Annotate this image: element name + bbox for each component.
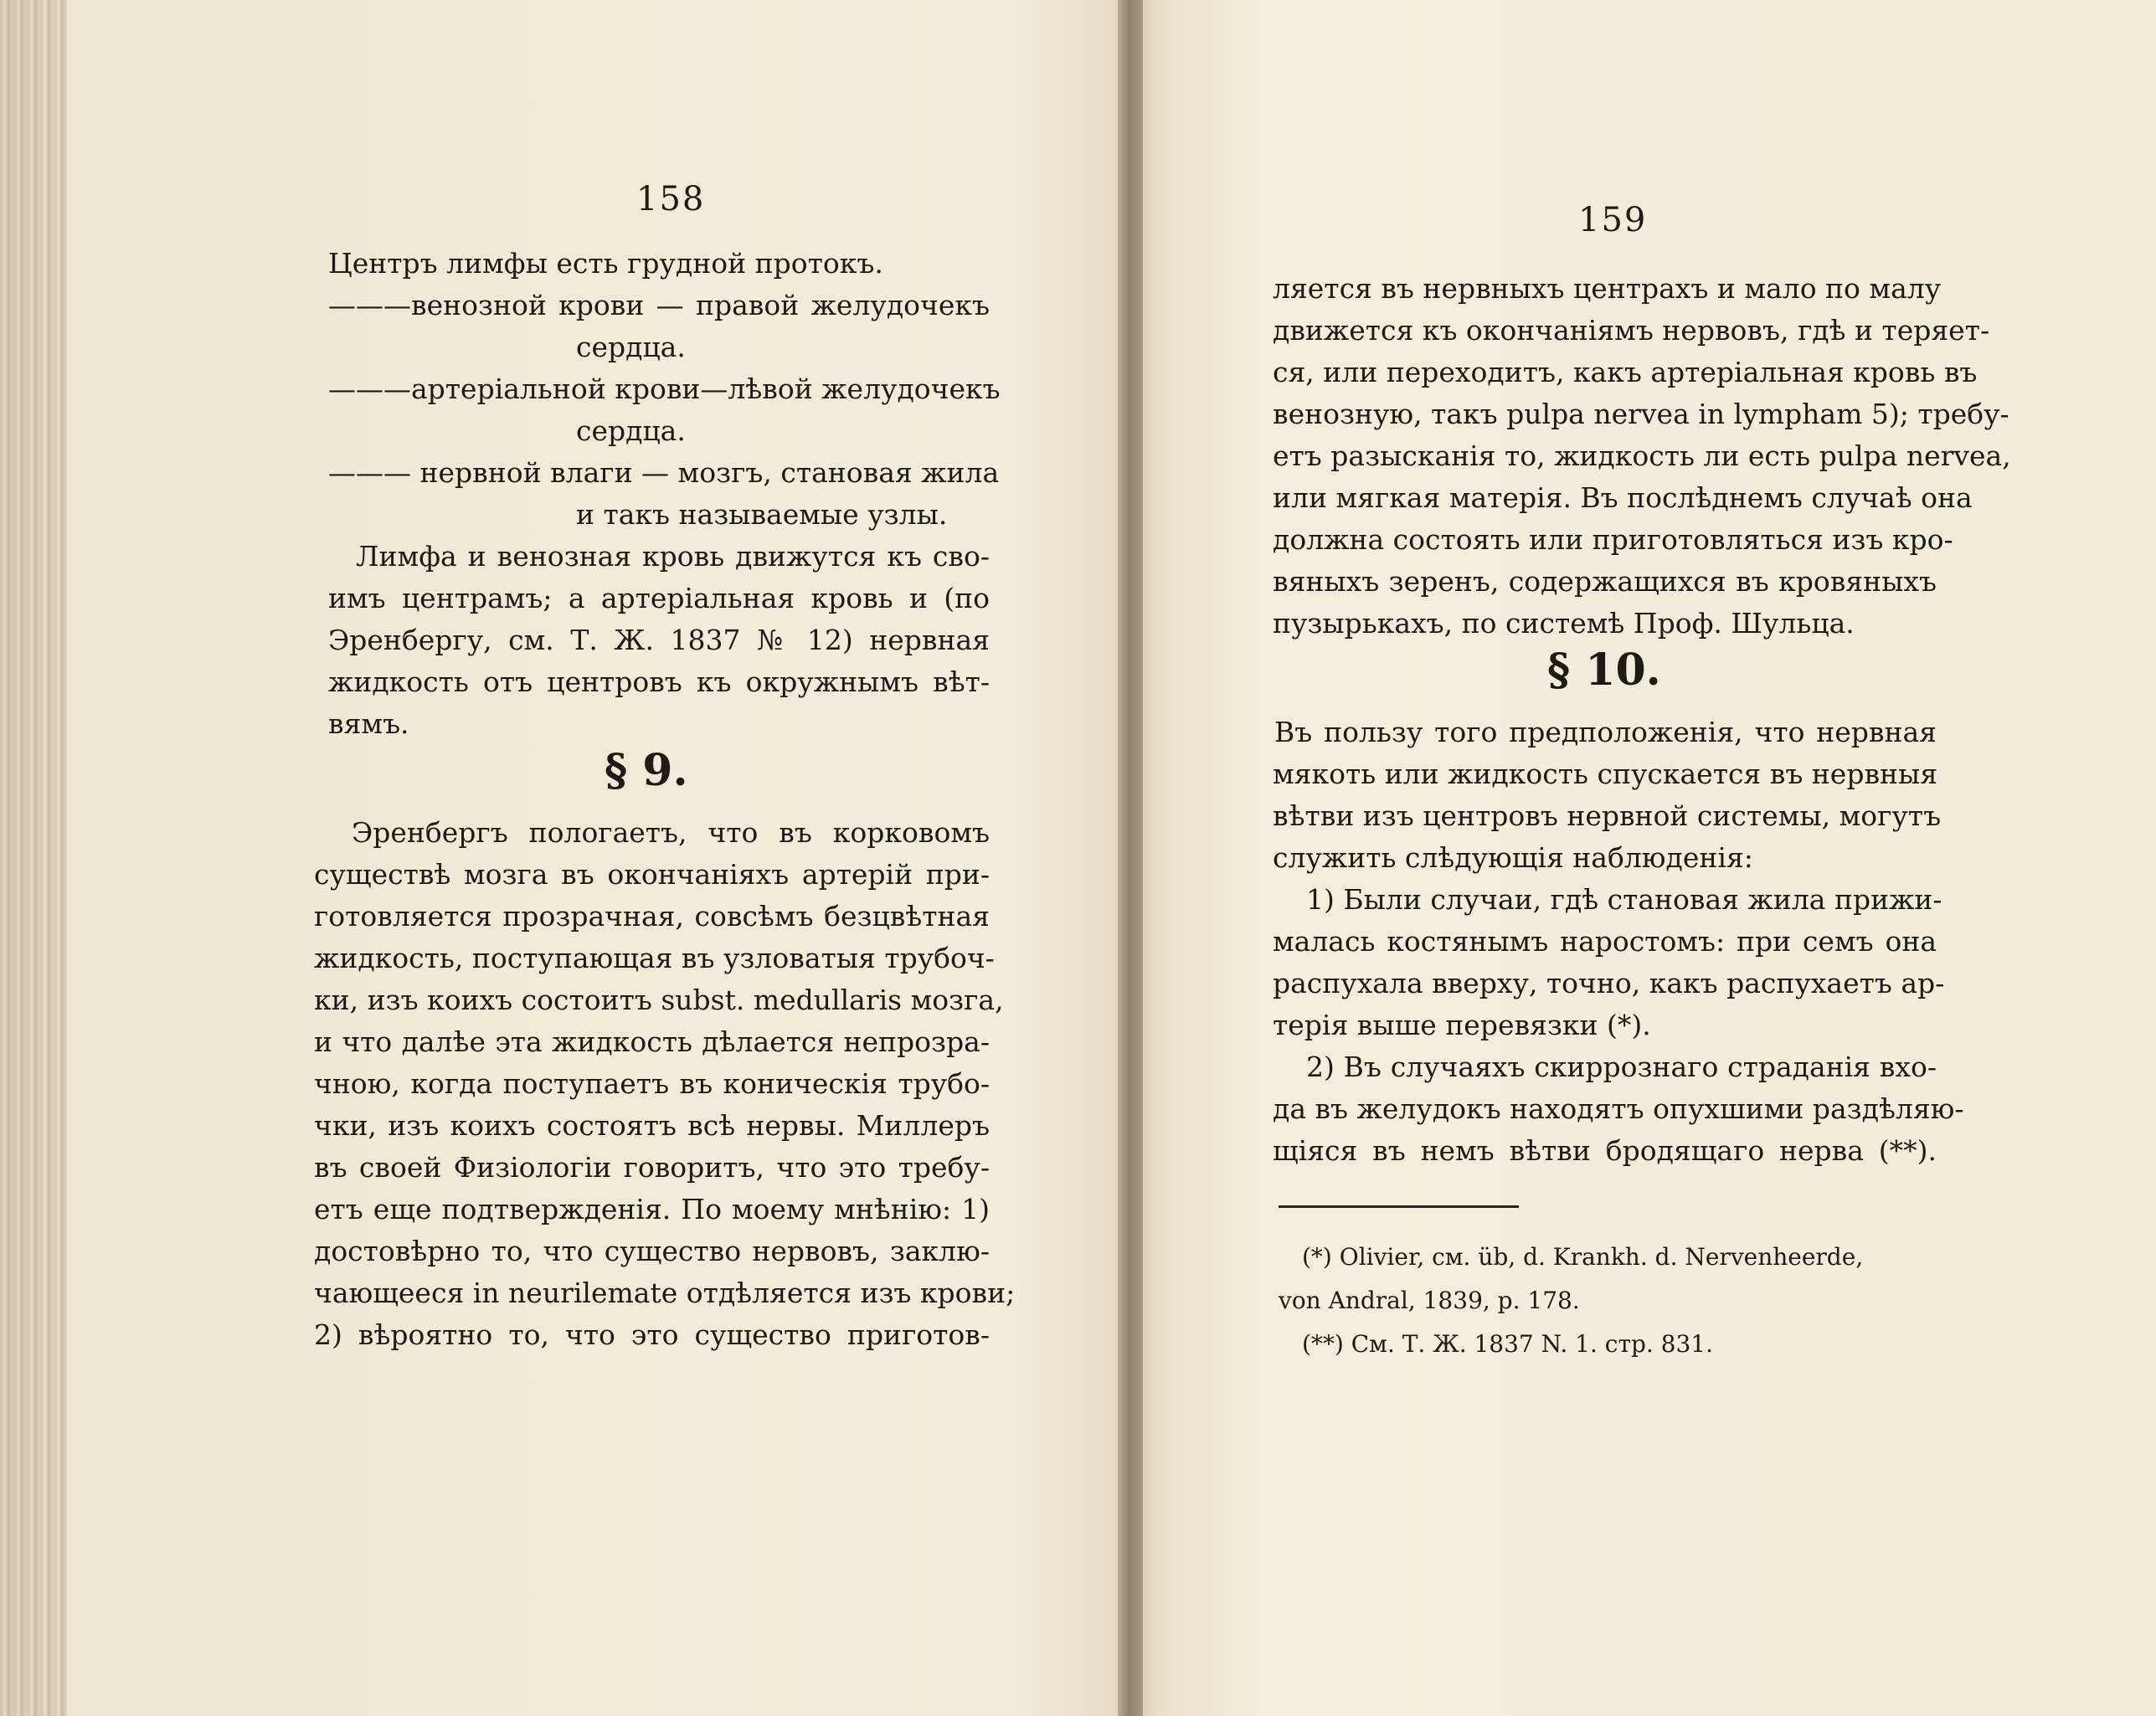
text-line: чки, изъ коихъ состоятъ всѣ нервы. Миллеръ [314,1109,990,1142]
text-line: ———венозной крови — правой желудочекъ [328,289,990,321]
text-line: терія выше перевязки (*). [1273,1009,1651,1041]
text-line: Центръ лимфы есть грудной протокъ. [328,247,883,280]
text-line: Эренбергу, см. Т. Ж. 1837 № 12) нервная [328,624,990,656]
section-heading: § 10. [1547,645,1661,696]
text-line: етъ еще подтвержденія. По моему мнѣнію: 1) [314,1193,990,1225]
text-line: щіяся въ немъ вѣтви бродящаго нерва (**). [1273,1134,1937,1167]
book-spine [1118,0,1143,1716]
text-line: жидкость, поступающая въ узловатыя трубоч- [314,942,995,974]
text-line: ———артеріальной крови—лѣвой желудочекъ [328,372,1001,405]
text-line: движется къ окончаніямъ нервовъ, гдѣ и теряет- [1273,314,1990,347]
page-number-left: 158 [636,180,706,218]
text-line: Эренбергъ пологаетъ, что въ корковомъ [352,816,990,849]
text-line: въ своей Физіологіи говоритъ, что это требу- [314,1151,990,1184]
page-edge [0,0,67,1716]
text-line: жидкость отъ центровъ къ окружнымъ вѣт- [328,665,990,698]
text-line: 2) вѣроятно то, что это существо приготов- [314,1318,990,1351]
text-line: 2) Въ случаяхъ скиррознаго страданія вхо- [1306,1051,1937,1083]
text-line: Лимфа и венозная кровь движутся къ сво- [356,540,990,573]
text-line: распухала вверху, точно, какъ распухаетъ ар- [1273,967,1945,999]
text-line: мякоть или жидкость спускается въ нервныя [1273,758,1938,790]
text-line: малась костянымъ наростомъ: при семъ она [1273,925,1937,958]
text-line: ——— нервной влаги — мозгъ, становая жила [328,456,1000,489]
text-line: ся, или переходитъ, какъ артеріальная кровь въ [1273,356,1978,388]
footnote: (*) Olivier, см. üb, d. Krankh. d. Nervenheerde, [1302,1243,1864,1271]
text-line: существѣ мозга въ окончаніяхъ артерій при- [314,858,990,891]
text-line: достовѣрно то, что существо нервовъ, заклю- [314,1235,990,1267]
footnote: von Andral, 1839, p. 178. [1279,1287,1580,1314]
text-line: служить слѣдующія наблюденія: [1273,841,1753,874]
text-line: Въ пользу того предположенія, что нервная [1274,716,1937,748]
text-line: имъ центрамъ; а артеріальная кровь и (по [328,582,990,614]
text-line: и что далѣе эта жидкость дѣлается непрозра- [314,1025,990,1058]
text-line: чающееся in neurilemate отдѣляется изъ крови; [314,1277,1016,1309]
text-line: готовляется прозрачная, совсѣмъ безцвѣтная [314,900,990,932]
text-line: да въ желудокъ находятъ опухшими раздѣляю- [1273,1092,1964,1125]
text-line: венозную, такъ pulpa nervea in lympham 5); требу- [1273,398,2009,430]
text-line: вямъ. [328,707,409,740]
text-line: ки, изъ коихъ состоитъ subst. medullaris мозга, [314,984,1004,1016]
text-line: сердца. [576,331,686,363]
text-line: должна состоять или приготовляться изъ кро- [1273,523,1953,556]
text-line: вяныхъ зеренъ, содержащихся въ кровяныхъ [1273,565,1937,598]
page-number-right: 159 [1578,201,1648,239]
text-line: чною, когда поступаетъ въ коническія трубо- [314,1067,990,1100]
text-line: етъ разысканія то, жидкость ли есть pulpa nervea, [1273,439,2011,472]
text-line: сердца. [576,414,686,447]
text-line: вѣтви изъ центровъ нервной системы, могутъ [1273,799,1942,832]
footnote: (**) См. Т. Ж. 1837 N. 1. стр. 831. [1302,1330,1714,1358]
text-line: и такъ называемые узлы. [576,498,948,531]
text-line: или мягкая матерія. Въ послѣднемъ случаѣ она [1273,481,1973,514]
text-line: 1) Были случаи, гдѣ становая жила прижи- [1306,883,1942,916]
text-line: ляется въ нервныхъ центрахъ и мало по малу [1273,272,1942,305]
text-line: пузырькахъ, по системѣ Проф. Шульца. [1273,607,1855,640]
section-heading: § 9. [605,745,688,796]
footnote-rule [1279,1205,1519,1208]
